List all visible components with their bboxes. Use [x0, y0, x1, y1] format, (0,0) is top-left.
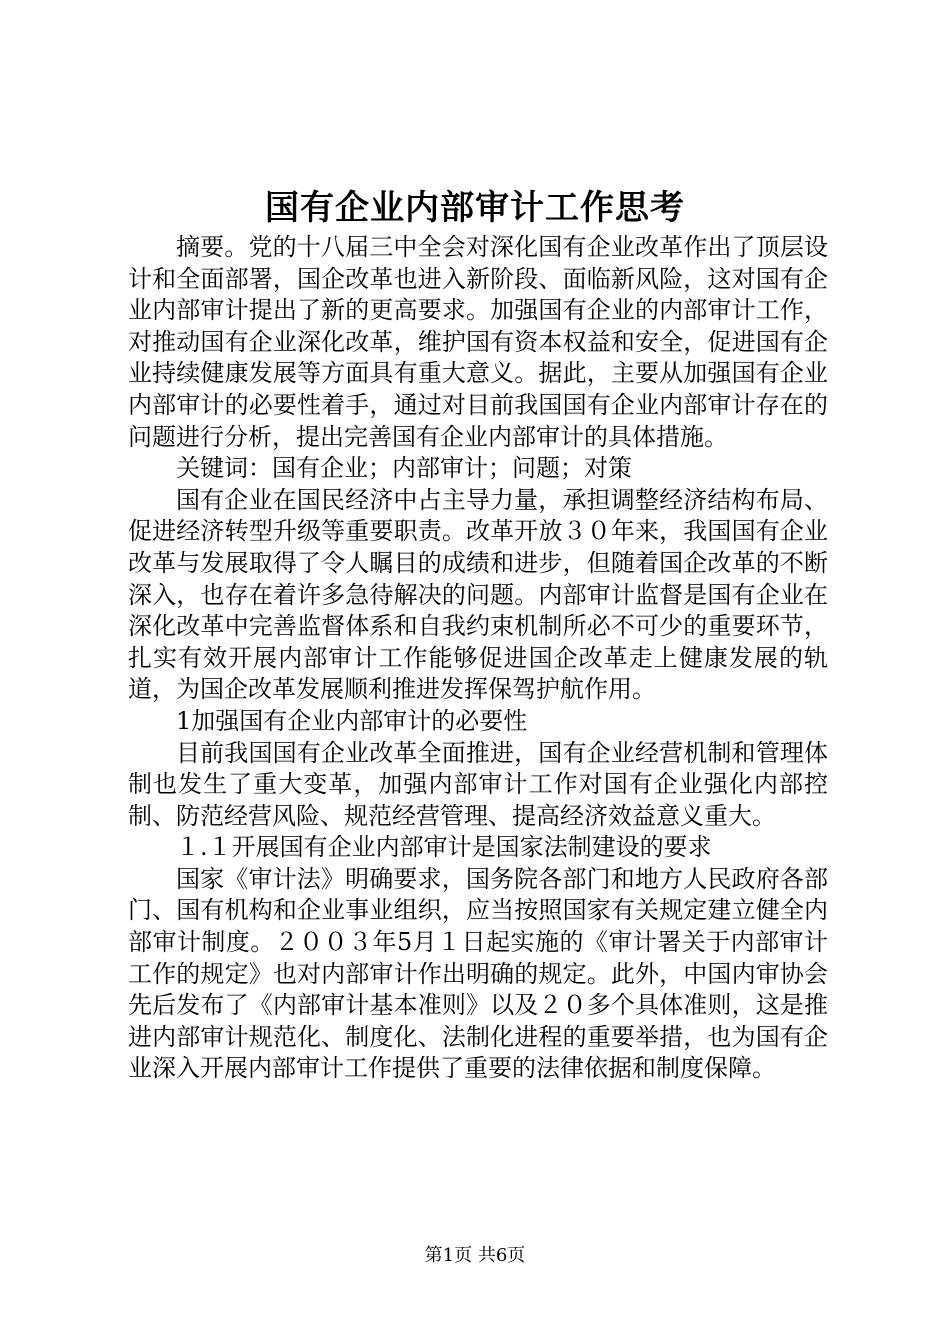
intro-paragraph: 国有企业在国民经济中占主导力量，承担调整经济结构布局、促进经济转型升级等重要职责。改革开放３０年来，我国国有企业改革与发展取得了令人瞩目的成绩和进步，但随着国企改革的不断深入，也存在着许多急待解决的问题。内部审计监督是国有企业在深化改革中完善监督体系和自我约束机制所必不可少的重要环节，扎实有效开展内部审计工作能够促进国企改革走上健康发展的轨道，为国企改革发展顺利推进发挥保驾护航作用。	[128, 485, 828, 704]
document-title: 国有企业内部审计工作思考	[265, 188, 685, 228]
document-body	[128, 232, 828, 1085]
abstract-paragraph: 摘要。党的十八届三中全会对深化国有企业改革作出了顶层设计和全面部署，国企改革也进入新阶段、面临新风险，这对国有企业内部审计提出了新的更高要求。加强国有企业的内部审计工作，对推动国有企业深化改革，维护国有资本权益和安全，促进国有企业持续健康发展等方面具有重大意义。据此，主要从加强国有企业内部审计的必要性着手，通过对目前我国国有企业内部审计存在的问题进行分析，提出完善国有企业内部审计的具体措施。	[128, 233, 828, 451]
page-number-footer: 第1页 共6页	[424, 1245, 526, 1266]
subsection-1-1-paragraph: 国家《审计法》明确要求，国务院各部门和地方人民政府各部门、国有机构和企业事业组织，应当按照国家有关规定建立健全内部审计制度。２００３年5月１日起实施的《审计署关于内部审计工作的规定》也对内部审计作出明确的规定。此外，中国内审协会先后发布了《内部审计基本准则》以及２０多个具体准则，这是推进内部审计规范化、制度化、法制化进程的重要举措，也为国有企业深入开展内部审计工作提供了重要的法律依据和制度保障。	[128, 864, 828, 1083]
keywords-paragraph: 关键词：国有企业；内部审计；问题；对策	[176, 454, 632, 483]
subsection-heading-1-1: １.１开展国有企业内部审计是国家法制建设的要求	[176, 833, 712, 862]
section-1-paragraph: 目前我国国有企业改革全面推进，国有企业经营机制和管理体制也发生了重大变革，加强内部审计工作对国有企业强化内部控制、防范经营风险、规范经营管理、提高经济效益意义重大。	[128, 738, 828, 830]
section-heading-1: 1加强国有企业内部审计的必要性	[176, 706, 528, 735]
